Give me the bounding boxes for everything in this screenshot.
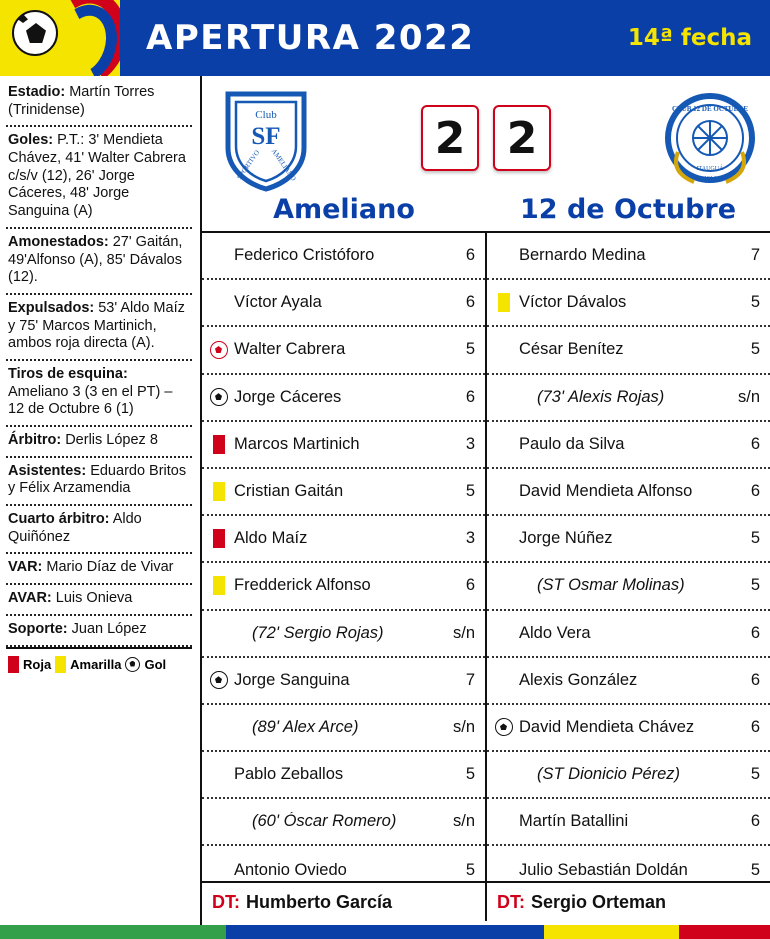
player-name: Jorge Sanguina [234, 670, 350, 689]
note-label: VAR: [8, 559, 43, 576]
coach-label: DT: [497, 891, 525, 912]
player-rating: 3 [465, 529, 475, 548]
player-name: Paulo da Silva [519, 434, 625, 453]
substitute-name: (60' Óscar Romero) [252, 812, 397, 831]
note-text: Ameliano 3 (3 en el PT) – 12 de Octubre 6 (1) [8, 383, 173, 418]
player-name: Aldo Maíz [234, 529, 308, 548]
substitute-name: (ST Dionicio Pérez) [537, 765, 681, 784]
note-text: Aldo Quiñónez [8, 511, 142, 545]
goal-ball-icon [495, 718, 513, 736]
note-text: Derlis López 8 [61, 432, 158, 448]
table-row [487, 469, 770, 516]
goal-ball-icon [210, 671, 228, 689]
note-label: Asistentes: [8, 462, 87, 479]
player-name: Walter Cabrera [234, 340, 346, 359]
table-row [487, 233, 770, 280]
bar-green [0, 925, 226, 939]
table-row [487, 799, 770, 846]
player-name: César Benítez [519, 340, 624, 359]
note-estadio [6, 82, 192, 127]
player-rating: 5 [465, 765, 475, 784]
player-rating: 5 [750, 529, 760, 548]
note-arbitro [6, 427, 192, 458]
player-rating: 6 [750, 434, 760, 453]
player-rating: 3 [465, 434, 475, 453]
table-row [202, 422, 485, 469]
player-name: Federico Cristóforo [234, 246, 375, 265]
note-text: 53' Aldo Maíz y 75' Marcos Martinich, ambos roja directa (A). [8, 299, 185, 352]
table-row [487, 752, 770, 799]
player-name: Antonio Oviedo [234, 860, 347, 879]
note-text: Martín Torres (Trinidense) [8, 84, 155, 118]
yellow-card-icon [213, 576, 225, 595]
page-title: APERTURA 2022 [146, 18, 475, 58]
player-name: David Mendieta Alfonso [519, 482, 693, 501]
main-panel [200, 76, 770, 939]
note-label: Tiros de esquina: [8, 365, 128, 382]
header [0, 0, 770, 76]
legend-red-label: Roja [23, 656, 52, 672]
player-rating: s/n [737, 387, 760, 406]
player-rating: 5 [465, 860, 475, 879]
player-rating: 5 [750, 340, 760, 359]
player-rating: 5 [750, 765, 760, 784]
row-mark [208, 671, 230, 689]
legend-goal-label: Gol [144, 656, 167, 672]
player-name: Alexis González [519, 670, 638, 689]
table-row [487, 422, 770, 469]
note-text: Juan López [67, 620, 147, 637]
player-rating: 7 [750, 246, 760, 265]
table-row [202, 799, 485, 846]
12-de-octubre-crest-icon [660, 88, 752, 188]
yellow-card-icon [55, 656, 66, 673]
round-label: 14ª fecha [627, 25, 752, 51]
row-mark [208, 576, 230, 595]
table-row [487, 611, 770, 658]
lineups [202, 233, 770, 881]
table-row [202, 752, 485, 799]
red-card-icon [8, 656, 19, 673]
player-name: Víctor Ayala [234, 293, 322, 312]
player-rating: 5 [465, 340, 475, 359]
scoreboard [421, 105, 551, 171]
row-mark [493, 718, 515, 736]
note-label: Estadio: [8, 84, 66, 100]
bar-blue [226, 925, 543, 939]
player-name: Martín Batallini [519, 812, 629, 831]
player-rating: 6 [750, 812, 760, 831]
bottom-color-bar [0, 925, 770, 939]
svg-text:CLUB 12 DE OCTUBRE: CLUB 12 DE OCTUBRE [671, 105, 749, 113]
player-rating: 5 [750, 860, 760, 879]
table-row [487, 375, 770, 422]
home-coach-name: Humberto García [246, 891, 393, 912]
home-score: 2 [421, 105, 479, 171]
player-rating: 5 [750, 293, 760, 312]
note-label: Amonestados: [8, 233, 109, 250]
note-text: Luis Onieva [51, 590, 133, 607]
note-cuarto-arbitro [6, 506, 192, 554]
bar-yellow [544, 925, 680, 939]
row-mark [208, 435, 230, 454]
note-asistentes [6, 458, 192, 506]
note-goles [6, 127, 192, 228]
svg-text:SPORTIVO: SPORTIVO [235, 148, 262, 181]
note-text: P.T.: 3' Mendieta Chávez, 41' Walter Cabrera c/s/v (12), 26' Jorge Cáceres, 48' Jorge Sanguina (A) [8, 132, 186, 220]
table-row [202, 469, 485, 516]
table-row [202, 233, 485, 280]
row-mark [208, 529, 230, 548]
note-avar [6, 585, 192, 616]
bar-red [679, 925, 770, 939]
player-rating: 6 [465, 246, 475, 265]
legend [6, 647, 192, 678]
home-coach [202, 883, 485, 921]
header-logo-block [0, 0, 120, 76]
table-row [487, 280, 770, 327]
player-name: Jorge Cáceres [234, 387, 342, 406]
match-notes-sidebar [0, 76, 200, 939]
player-rating: s/n [452, 717, 475, 736]
substitute-name: (73' Alexis Rojas) [537, 387, 665, 406]
player-rating: s/n [452, 812, 475, 831]
table-row [202, 375, 485, 422]
crest-score-strip [202, 76, 770, 194]
player-rating: s/n [452, 623, 475, 642]
note-amonestados [6, 229, 192, 295]
player-rating: 6 [465, 576, 475, 595]
penalty-goal-icon [210, 341, 228, 359]
coaches-row [202, 881, 770, 921]
away-team-name: 12 de Octubre [519, 194, 737, 225]
table-row [487, 658, 770, 705]
ameliano-crest-icon [220, 88, 312, 188]
player-name: Pablo Zeballos [234, 765, 344, 784]
away-score: 2 [493, 105, 551, 171]
table-row [202, 705, 485, 752]
note-label: Cuarto árbitro: [8, 511, 110, 528]
substitute-name: (89' Alex Arce) [252, 717, 359, 736]
substitute-name: (72' Sergio Rojas) [252, 623, 384, 642]
row-mark [208, 388, 230, 406]
table-row [202, 563, 485, 610]
red-card-icon [213, 529, 225, 548]
player-rating: 6 [750, 717, 760, 736]
player-name: Julio Sebastián Doldán [519, 860, 688, 879]
note-label: Soporte: [8, 620, 68, 637]
player-rating: 5 [750, 576, 760, 595]
row-mark [493, 293, 515, 312]
table-row [202, 516, 485, 563]
home-team-name: Ameliano [273, 194, 415, 225]
player-rating: 6 [465, 293, 475, 312]
player-name: Cristian Gaitán [234, 482, 344, 501]
table-row [202, 658, 485, 705]
player-name: David Mendieta Chávez [519, 717, 695, 736]
yellow-card-icon [213, 482, 225, 501]
row-mark [208, 482, 230, 501]
player-name: Bernardo Medina [519, 246, 646, 265]
player-rating: 7 [465, 670, 475, 689]
home-lineup-column [202, 233, 485, 881]
coach-label: DT: [212, 891, 240, 912]
player-name: Jorge Núñez [519, 529, 613, 548]
note-text: Mario Díaz de Vivar [42, 559, 174, 576]
note-label: Goles: [8, 132, 54, 149]
player-rating: 6 [750, 670, 760, 689]
note-soporte [6, 616, 192, 647]
note-label: Árbitro: [8, 432, 62, 448]
player-rating: 6 [750, 482, 760, 501]
table-row [487, 327, 770, 374]
body [0, 76, 770, 939]
svg-text:ITAUGUÁ: ITAUGUÁ [696, 166, 724, 172]
note-label: AVAR: [8, 590, 52, 607]
substitute-name: (ST Osmar Molinas) [537, 576, 685, 595]
legend-yellow-label: Amarilla [70, 656, 122, 672]
svg-text:Club: Club [255, 109, 277, 121]
table-row [487, 563, 770, 610]
note-text: Eduardo Britos y Félix Arzamendia [8, 462, 187, 497]
team-names-row [202, 194, 770, 233]
player-rating: 5 [465, 482, 475, 501]
player-rating: 6 [465, 387, 475, 406]
note-tiros-de-esquina [6, 361, 192, 427]
red-card-icon [213, 435, 225, 454]
row-mark [208, 341, 230, 359]
away-coach [485, 883, 770, 921]
svg-text:SF: SF [251, 123, 281, 150]
player-rating: 6 [750, 623, 760, 642]
goal-ball-icon [125, 657, 140, 672]
player-name: Fredderick Alfonso [234, 576, 371, 595]
yellow-card-icon [498, 293, 510, 312]
note-var [6, 554, 192, 585]
table-row [487, 516, 770, 563]
player-name: Aldo Vera [519, 623, 591, 642]
note-expulsados [6, 295, 192, 361]
svg-text:AMELIANO: AMELIANO [269, 147, 298, 183]
table-row [202, 280, 485, 327]
svg-text:1914: 1914 [704, 176, 716, 182]
note-label: Expulsados: [8, 299, 95, 316]
player-name: Marcos Martinich [234, 434, 360, 453]
note-text: 27' Gaitán, 49'Alfonso (A), 85' Dávalos (12). [8, 233, 183, 286]
player-name: Víctor Dávalos [519, 293, 627, 312]
table-row [202, 327, 485, 374]
away-coach-name: Sergio Orteman [531, 891, 667, 912]
table-row [487, 705, 770, 752]
table-row [202, 611, 485, 658]
away-lineup-column [485, 233, 770, 881]
goal-ball-icon [210, 388, 228, 406]
